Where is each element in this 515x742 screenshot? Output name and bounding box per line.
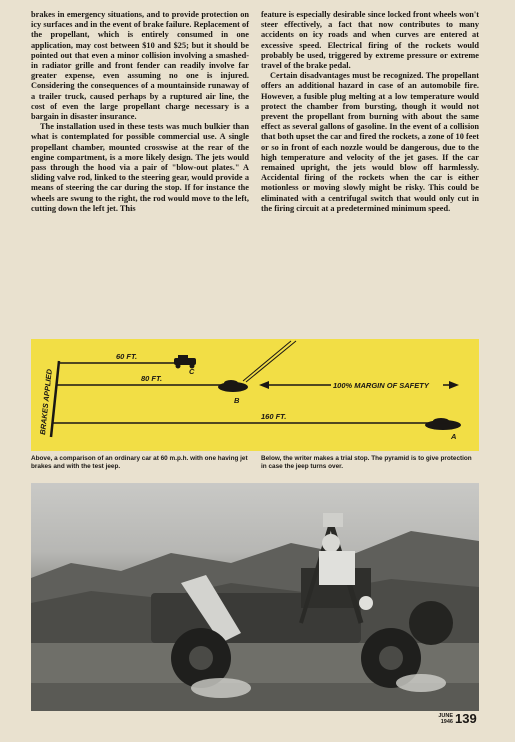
caption-right: Below, the writer makes a trial stop. The pyramid is to give protection in case the jeep turns over. bbox=[261, 455, 472, 470]
paragraph: feature is especially desirable since locked front wheels won't steer effectively, a fact that now contributes to many accidents on icy roads and when curves are entered at excessive speed. Electrical firing of the rockets would probably be used, triggered by extreme pressure or extreme travel of the brake pedal. bbox=[261, 10, 479, 71]
car-label-a: A bbox=[451, 432, 457, 441]
paragraph: brakes in emergency situations, and to provide protection on icy surfaces and in the event of brake failure. Replacement of the propellant, which is entirely consumed in one application, may cost between $10 and $25; but it should be pointed out that even a minor collision involving a smashed-in radiator grille and front fender can readily involve far greater expense, even assuming no one is injured. Considering the consequences of a mountainside runaway of a trailer truck, caused perhaps by a ruptured air line, the cost of even the large propellant charge necessary is a bargain in disaster insurance. bbox=[31, 10, 249, 122]
distance-label-c: 60 FT. bbox=[116, 352, 138, 361]
article-column-right bbox=[261, 10, 479, 214]
distance-label-a: 160 FT. bbox=[261, 412, 287, 421]
paragraph: The installation used in these tests was much bulkier than what is contemplated for possible commercial use. A single propellant chamber, mounted crosswise at the rear of the engine compartment, is a more likely design. The jets would pass through the hood via a pair of "blow-out plates." A sliding valve rod, linked to the steering gear, would provide a means of steering the car during the stop. If for instance the wheels are swung to the right, the rod would move to the left, cutting down the left jet. This bbox=[31, 122, 249, 213]
margin-arrow-left-icon bbox=[259, 381, 269, 389]
jeep-photograph bbox=[31, 483, 479, 711]
article-column-left bbox=[31, 10, 249, 214]
car-a-icon bbox=[425, 418, 461, 430]
photo-graphic bbox=[31, 483, 479, 711]
paragraph: Certain disadvantages must be recognized. The propellant offers an additional hazard in case of an automobile fire. However, a fusible plug melting at a low temperature would protect the chamber from bursting, though it would not prevent the propellant from burning with about the same effect as several gallons of gasoline. In the event of a collision that both upset the car and fired the rockets, a zone of 10 feet or so in front of each nozzle would be dangerous, due to the high temperature and velocity of the jet gases. If the car remained upright, the jets would blow off harmlessly. Accidental firing of the rockets when the car is either motionless or moving slowly might be risky. This could be eliminated with a centrifugal switch that would only cut in the firing circuit at a predetermined minimum speed. bbox=[261, 71, 479, 213]
car-label-b: B bbox=[234, 396, 240, 405]
issue-date bbox=[431, 713, 453, 725]
page-number: 139 bbox=[455, 711, 477, 726]
car-label-c: C bbox=[189, 367, 195, 376]
diagram-graphic bbox=[31, 339, 479, 451]
stopping-distance-diagram bbox=[31, 339, 479, 451]
margin-arrow-right-icon bbox=[449, 381, 459, 389]
issue-year: 1946 bbox=[440, 719, 453, 725]
brakes-applied-label: BRAKES APPLIED bbox=[38, 368, 54, 436]
jet-line bbox=[246, 341, 296, 382]
issue-month: JUNE bbox=[438, 713, 453, 719]
distance-label-b: 80 FT. bbox=[141, 374, 163, 383]
car-b-icon bbox=[218, 380, 248, 392]
jet-line bbox=[243, 341, 291, 381]
caption-left: Above, a comparison of an ordinary car at 60 m.p.h. with one having jet brakes and with the test jeep. bbox=[31, 455, 248, 470]
margin-label: 100% MARGIN OF SAFETY bbox=[333, 381, 429, 390]
